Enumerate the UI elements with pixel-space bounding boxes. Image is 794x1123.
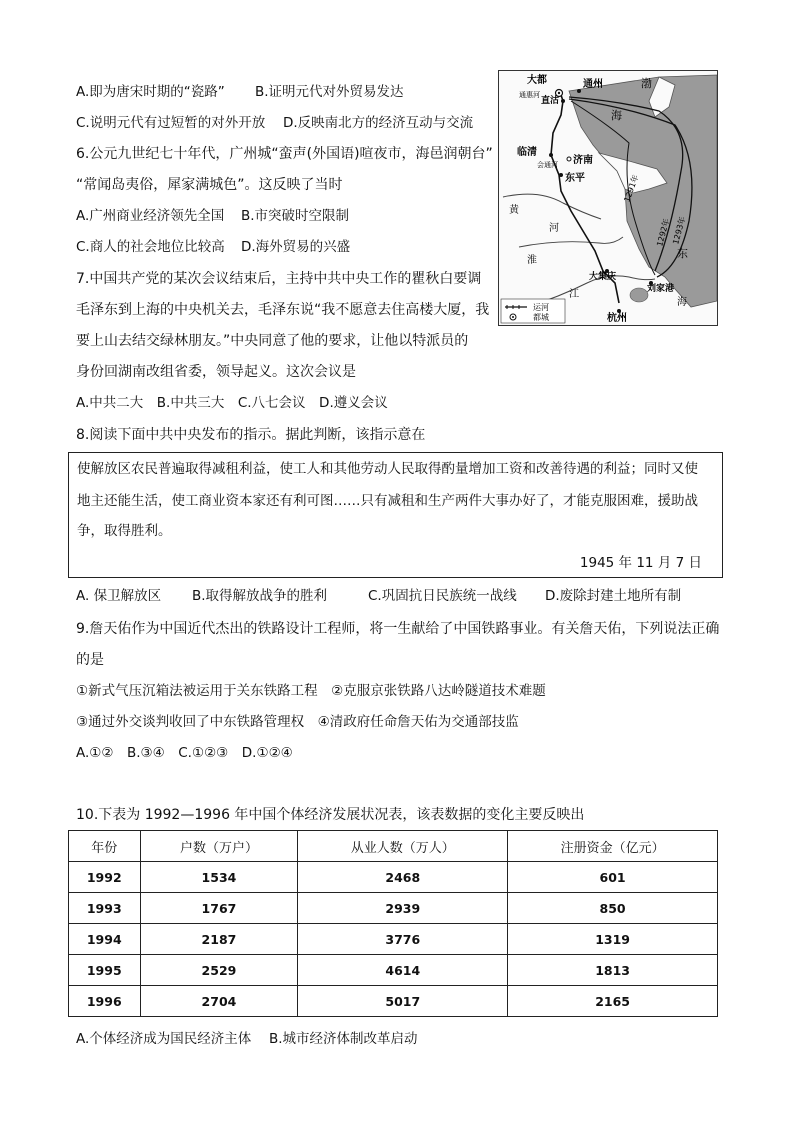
q7-stem-line3: 要上山去结交绿林朋友。”中央同意了他的要求，让他以特派员的 [76,333,469,349]
map-label-yellow-2: 河 [549,223,559,234]
table-row [69,893,718,924]
q6-option-a: A.广州商业经济领先全国 [76,208,225,224]
q8-stem: 8.阅读下面中共中央发布的指示。据此判断，该指示意在 [76,427,426,443]
header-employees: 从业人数（万人） [298,831,508,862]
map-label-tonghuihe: 通惠河 [519,91,540,99]
header-capital: 注册资金（亿元） [508,831,718,862]
cell-year: 1994 [69,924,141,955]
cell-capital: 1319 [508,924,718,955]
q9-stem-line2: 的是 [76,652,104,668]
q7-stem-line1: 7.中国共产党的某次会议结束后，主持中共中央工作的瞿秋白要调 [76,271,482,287]
cell-year: 1993 [69,893,141,924]
cell-employees: 2468 [298,862,508,893]
map-label-dongping: 东平 [565,173,585,184]
taihu-lake [630,288,648,302]
q7-options: A.中共二大 B.中共三大 C.八七会议 D.遵义会议 [76,395,388,411]
map-label-liujiagang: 刘家港 [647,284,675,294]
map-label-huitonghe: 会通河 [537,161,558,169]
city-marker [577,89,581,93]
q10-option-b: B.城市经济体制改革启动 [269,1031,418,1047]
q6-option-b: B.市突破时空限制 [241,208,350,224]
q9-stem-line1: 9.詹天佑作为中国近代杰出的铁路设计工程师，将一生献给了中国铁路事业。有关詹天佑，下列说法正确 [76,621,720,637]
q7-stem-line2: 毛泽东到上海的中央机关去，毛泽东说“我不愿意去住高楼大厦，我 [76,302,490,318]
q8-quote-line1: 使解放区农民普遍取得减租利益，使工人和其他劳动人民取得酌量增加工资和改善待遇的利益；同时又使 [77,461,698,477]
map-label-tongzhou: 通州 [583,79,603,90]
map-label-bo: 渤 [641,77,652,90]
cell-employees: 5017 [298,986,508,1017]
cell-employees: 3776 [298,924,508,955]
q8-quote-line3: 争，取得胜利。 [77,523,172,539]
map-label-dadu: 大都 [527,75,547,86]
cell-year: 1995 [69,955,141,986]
q6-option-c: C.商人的社会地位比较高 [76,239,225,255]
q5-option-a: A.即为唐宋时期的“瓷路” [76,84,225,100]
q8-quote-line2: 地主还能生活，使工商业资本家还有利可图……只有减租和生产两件大事办好了，才能克服困难，援助战 [77,493,698,509]
q6-option-d: D.海外贸易的兴盛 [241,239,351,255]
q6-stem-line1: 6.公元九世纪七十年代，广州城“蛮声(外国语)喧夜市，海邑润朝台” [76,146,493,162]
q8-option-c: C.巩固抗日民族统一战线 [368,588,517,604]
map-label-jiang: 江 [569,289,579,300]
cell-year: 1992 [69,862,141,893]
cell-households: 2187 [140,924,298,955]
q7-stem-line4: 身份回湖南改组省委，领导起义。这次会议是 [76,364,356,380]
q9-options: A.①② B.③④ C.①②③ D.①②④ [76,745,293,761]
cell-households: 2704 [140,986,298,1017]
map-label-hangzhou: 杭州 [607,313,627,324]
map-label-hai: 海 [611,109,622,122]
cell-employees: 4614 [298,955,508,986]
map-svg [499,71,717,325]
q8-option-d: D.废除封建土地所有制 [545,588,682,604]
city-marker [567,157,571,161]
city-marker [559,173,563,177]
q8-quote-box [68,452,723,578]
yuan-transport-map [498,70,718,326]
map-label-dajiqing: 大集庆 [589,272,617,282]
q5-option-b: B.证明元代对外贸易发达 [255,84,404,100]
cell-employees: 2939 [298,893,508,924]
q5-option-d: D.反映南北方的经济互动与交流 [283,115,474,131]
q6-stem-line2: “常闻岛夷俗，犀家满城色”。这反映了当时 [76,177,343,193]
map-label-yellow-1: 黄 [509,205,519,216]
q10-stem: 10.下表为 1992—1996 年中国个体经济发展状况表，该表数据的变化主要反映出 [76,807,585,823]
legend-capital: 都城 [533,313,549,322]
table-header-row [69,831,718,862]
table-row [69,924,718,955]
q9-items-1-2: ①新式气压沉箱法被运用于关东铁路工程 ②克服京张铁路八达岭隧道技术难题 [76,683,546,699]
map-label-hai-2: 海 [677,297,687,308]
cell-capital: 601 [508,862,718,893]
legend-canal: 运河 [533,303,549,312]
table-row [69,955,718,986]
huai-river [519,237,623,247]
q9-items-3-4: ③通过外交谈判收回了中东铁路管理权 ④清政府任命詹天佑为交通部技监 [76,714,519,730]
map-label-route-1293: 1293年 [671,215,688,246]
table-row [69,986,718,1017]
header-year: 年份 [69,831,141,862]
cell-households: 2529 [140,955,298,986]
header-households: 户数（万户） [140,831,298,862]
q8-option-b: B.取得解放战争的胜利 [192,588,328,604]
cell-capital: 2165 [508,986,718,1017]
q5-option-c: C.说明元代有过短暂的对外开放 [76,115,266,131]
q8-option-a: A. 保卫解放区 [76,588,162,604]
q8-quote-date: 1945 年 11 月 7 日 [579,555,702,571]
cell-households: 1767 [140,893,298,924]
map-label-route-1291: 1291年 [622,173,641,204]
q10-option-a: A.个体经济成为国民经济主体 [76,1031,252,1047]
cell-capital: 1813 [508,955,718,986]
map-label-linqing: 临清 [517,147,537,158]
table-row [69,862,718,893]
cell-capital: 850 [508,893,718,924]
map-label-jinan: 济南 [573,155,593,166]
city-marker [561,99,565,103]
map-legend [501,299,565,323]
map-label-route-1292: 1292年 [655,217,672,248]
cell-year: 1996 [69,986,141,1017]
city-marker [549,153,553,157]
map-label-huai: 淮 [527,255,537,266]
map-label-zhigu: 直沽 [541,96,560,106]
individual-economy-table [68,830,718,1017]
map-label-east: 东 [677,247,688,260]
cell-households: 1534 [140,862,298,893]
